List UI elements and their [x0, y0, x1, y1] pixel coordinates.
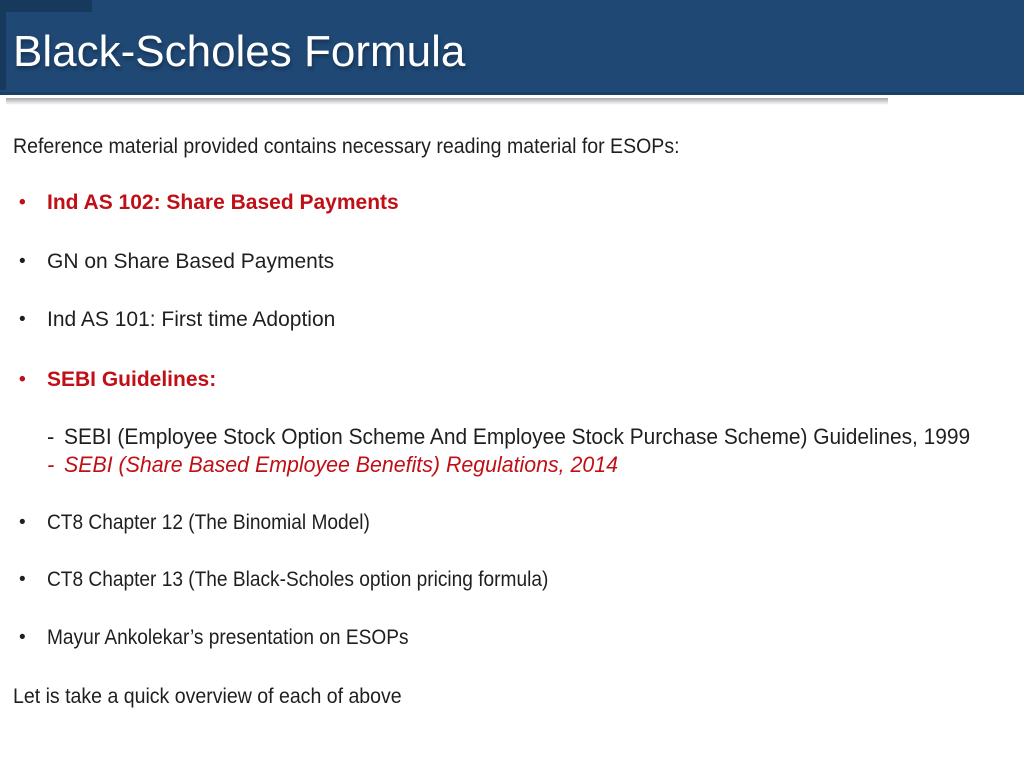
bullet-gn-share-based [0, 249, 1024, 275]
intro-text-label: Reference material provided contains necessary reading material for ESOPs: [13, 135, 680, 158]
bullet-label: Mayur Ankolekar’s presentation on ESOPs [47, 626, 409, 649]
bullet-ct8-chapter-13 [0, 567, 1024, 593]
sub-item-label: SEBI (Employee Stock Option Scheme And Employee Stock Purchase Scheme) Guidelines, 1999 [64, 424, 971, 449]
slide-title: Black-Scholes Formula [13, 27, 466, 76]
bullet-label: CT8 Chapter 13 (The Black-Scholes option pricing formula) [47, 568, 549, 591]
bullet-mayur-presentation [0, 625, 1024, 651]
sub-item-sebi-regulations-2014 [0, 452, 1024, 478]
bullet-icon: • [19, 192, 26, 213]
bullet-icon: • [19, 569, 26, 590]
sub-item-sebi-guidelines-1999 [0, 424, 1024, 450]
bullet-icon: • [19, 512, 26, 533]
outro-text [0, 684, 1024, 710]
dash-icon: - [47, 424, 55, 449]
title-bar [0, 0, 1024, 95]
bullet-ind-as-102 [0, 190, 1024, 216]
title-bar-shadow [6, 98, 888, 105]
bullet-sebi-guidelines [0, 367, 1024, 393]
sub-item-label: SEBI (Share Based Employee Benefits) Regulations, 2014 [64, 452, 618, 477]
bullet-icon: • [19, 309, 26, 330]
bullet-icon: • [19, 627, 26, 648]
dash-icon: - [47, 452, 55, 477]
intro-text [0, 134, 1024, 160]
outro-text-label: Let is take a quick overview of each of above [13, 685, 402, 708]
bullet-icon: • [19, 369, 26, 390]
bullet-label: CT8 Chapter 12 (The Binomial Model) [47, 511, 370, 534]
bullet-icon: • [19, 251, 26, 272]
bullet-ct8-chapter-12 [0, 510, 1024, 536]
bullet-label: GN on Share Based Payments [47, 250, 335, 273]
bullet-label: SEBI Guidelines: [47, 368, 217, 391]
bullet-label: Ind AS 101: First time Adoption [47, 308, 336, 331]
bullet-label: Ind AS 102: Share Based Payments [47, 191, 399, 214]
bullet-ind-as-101 [0, 307, 1024, 333]
